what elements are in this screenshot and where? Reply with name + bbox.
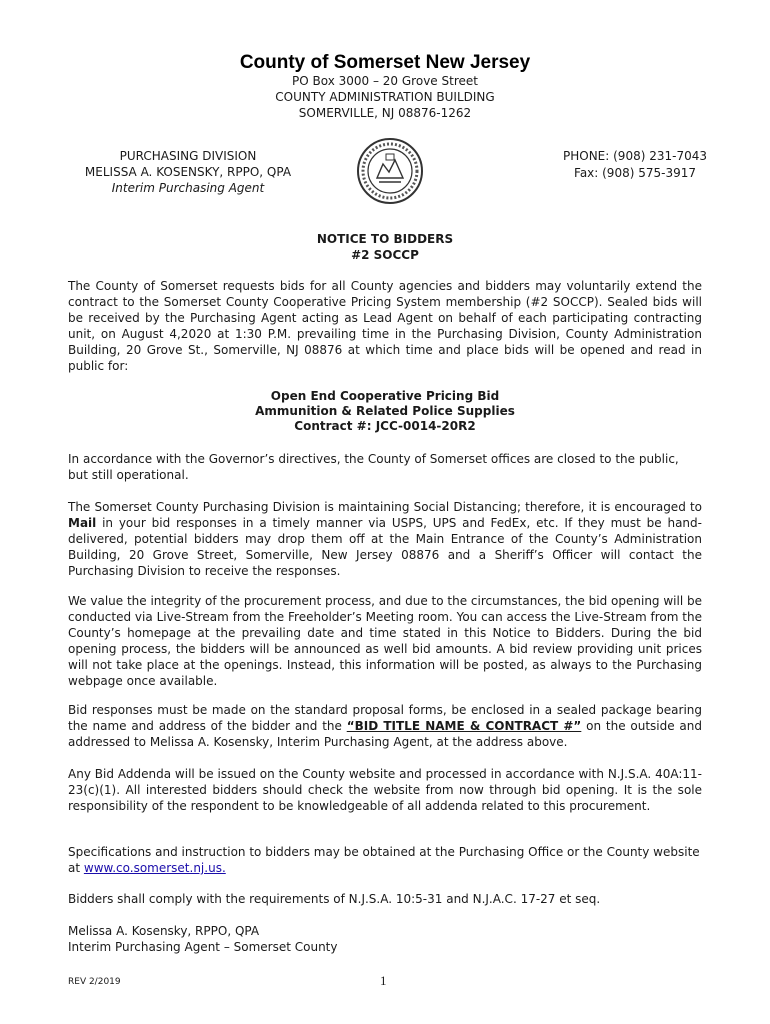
distancing-paragraph — [68, 499, 702, 579]
notice-number: #2 SOCCP — [351, 248, 419, 262]
responses-paragraph — [68, 702, 702, 750]
signature-name: Melissa A. Kosensky, RPPO, QPA — [68, 924, 260, 938]
comply-paragraph: Bidders shall comply with the requirements of N.J.S.A. 10:5-31 and N.J.A.C. 17-27 et seq. — [68, 892, 601, 906]
specs-paragraph — [68, 844, 702, 876]
addenda-paragraph: Any Bid Addenda will be issued on the County website and processed in accordance with N.J.S.A. 40A:11-23(c)(1). All interested bidders should check the website from now through bid opening. It is the sole responsibility of the respondent to be knowledgeable of all addenda related to this procurement. — [68, 767, 702, 813]
phone-number: PHONE: (908) 231-7043 — [563, 149, 707, 163]
bid-title-emphasis: “BID TITLE NAME & CONTRACT #” — [346, 719, 582, 733]
bid-title-block — [68, 389, 702, 434]
bid-line-1: Open End Cooperative Pricing Bid — [270, 389, 500, 403]
responses-text-b: on the outside and addressed to Melissa A. Kosensky, Interim Purchasing Agent, at the address above. — [68, 719, 702, 749]
agent-name: MELISSA A. KOSENSKY, RPPO, QPA — [84, 165, 292, 179]
bid-line-3: Contract #: JCC-0014-20R2 — [294, 419, 476, 433]
address-line-1: PO Box 3000 – 20 Grove Street — [292, 74, 478, 88]
address-line-3: SOMERVILLE, NJ 08876-1262 — [298, 106, 472, 120]
specs-text: Specifications and instruction to bidders may be obtained at the Purchasing Office or the County website at — [68, 845, 700, 875]
fax-number: Fax: (908) 575-3917 — [574, 166, 696, 180]
intro-paragraph: The County of Somerset requests bids for all County agencies and bidders may voluntarily extend the contract to the Somerset County Cooperative Pricing System membership (#2 SOCCP). Sealed bids will be received by the Purchasing Agent acting as Lead Agent on behalf of each participating contracting unit, on August 4,2020 at 1:30 P.M. prevailing time in the Purchasing Division, County Administration Building, 20 Grove St., Somerville, NJ 08876 at which time and place bids will be opened and read in public for: — [68, 279, 702, 373]
address-line-2: COUNTY ADMINISTRATION BUILDING — [275, 90, 495, 104]
integrity-paragraph: We value the integrity of the procurement process, and due to the circumstances, the bid opening will be conducted via Live-Stream from the Freeholder’s Meeting room. You can access the Live-Stream from the County’s homepage at the prevailing date and time stated in this Notice to Bidders. During the bid opening process, the bidders will be announced as well bid amounts. A bid review providing unit prices will not take place at the openings. Instead, this information will be posted, as always to the Purchasing webpage once available. — [68, 594, 702, 688]
division-name: PURCHASING DIVISION — [119, 149, 257, 163]
notice-heading — [0, 231, 770, 263]
bid-line-2: Ammunition & Related Police Supplies — [255, 404, 515, 418]
county-website-link[interactable]: www.co.somerset.nj.us. — [83, 861, 226, 875]
governor-paragraph: In accordance with the Governor’s directives, the County of Somerset offices are closed to the public, but still operational. — [68, 452, 679, 482]
page-title: County of Somerset New Jersey — [239, 52, 531, 73]
revision-label: REV 2/2019 — [68, 977, 121, 987]
distancing-text-a: The Somerset County Purchasing Division is maintaining Social Distancing; therefore, it is encouraged to — [68, 500, 702, 514]
responses-text-a: Bid responses must be made on the standard proposal forms, be enclosed in a sealed package bearing the name and address of the bidder and the — [68, 703, 702, 733]
distancing-text-b: in your bid responses in a timely manner via USPS, UPS and FedEx, etc. If they must be hand-delivered, potential bidders may drop them off at the Main Entrance of the County’s Administration Building, 20 Grove Street, Somerville, New Jersey 08876 and a Sheriff’s Officer will contact the Purchasing Division to receive the responses. — [68, 516, 702, 578]
page-number: 1 — [380, 973, 387, 988]
notice-title: NOTICE TO BIDDERS — [316, 232, 454, 246]
contact-block — [535, 148, 735, 182]
division-block — [58, 148, 318, 196]
agent-role: Interim Purchasing Agent — [111, 181, 265, 195]
signature-title: Interim Purchasing Agent – Somerset County — [68, 940, 338, 954]
mail-emphasis: Mail — [68, 516, 97, 530]
county-seal-icon — [355, 134, 425, 208]
